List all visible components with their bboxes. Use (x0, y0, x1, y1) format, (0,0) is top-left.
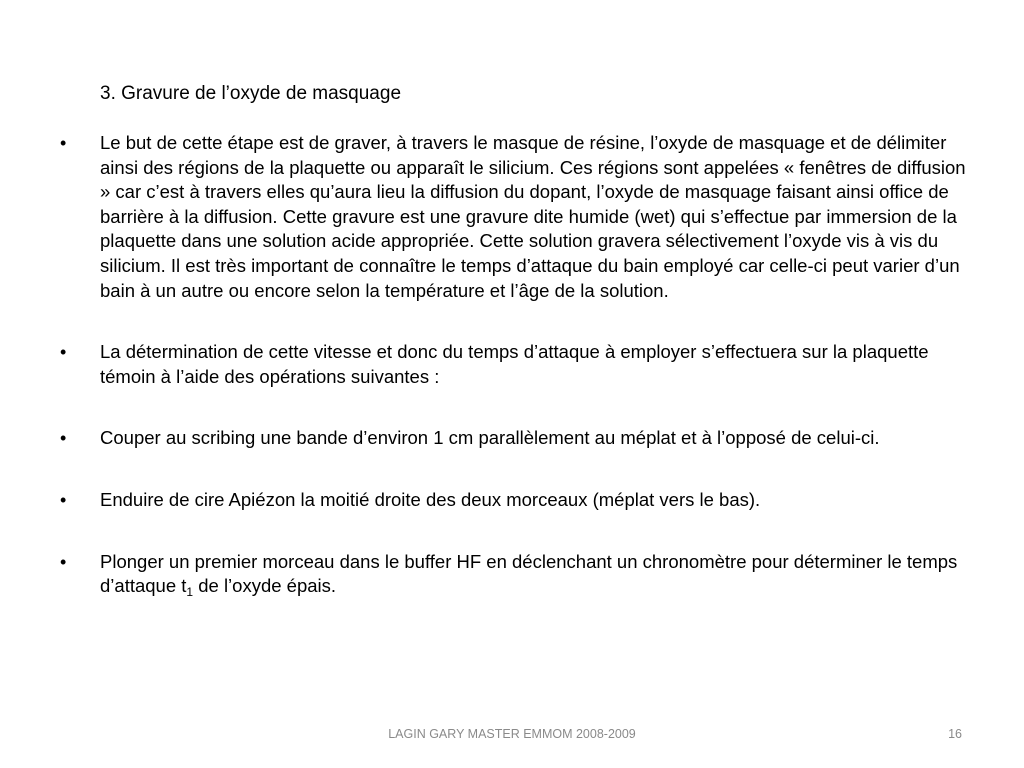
bullet-dot-icon: • (60, 551, 67, 572)
bullet-text: Le but de cette étape est de graver, à travers le masque de résine, l’oxyde de masquage et de délimiter ainsi des régions de la plaquette ou apparaît le silicium. Ces régions sont appelées « fenêtres de diffusion » car c’est à travers elles qu’aura lieu la diffusion du dopant, l’oxyde de masquage faisant ainsi office de barrière à la diffusion. Cette gravure est une gravure dite humide (wet) qui s’effectue par immersion de la plaquette dans une solution acide appropriée. Cette solution gravera sélectivement l’oxyde vis à vis du silicium. Il est très important de connaître le temps d’attaque du bain employé car celle-ci peut varier d’un bain à un autre ou encore selon la température et l’âge de la solution. (100, 132, 966, 301)
page-number: 16 (948, 727, 962, 741)
slide-heading: 3. Gravure de l’oxyde de masquage (100, 83, 402, 104)
bullet-text: Enduire de cire Apiézon la moitié droite des deux morceaux (méplat vers le bas). (100, 488, 761, 510)
bullet-text (100, 550, 958, 600)
bullet-dot-icon: • (60, 489, 67, 510)
bullet-text-main: Plonger un premier morceau dans le buffer HF en déclenchant un chronomètre pour déterminer le temps d’attaque t (100, 550, 958, 597)
bullet-item (60, 488, 970, 513)
bullet-dot-icon: • (60, 428, 67, 449)
bullet-item (60, 340, 970, 389)
bullet-item (60, 131, 970, 303)
bullet-text: Couper au scribing une bande d’environ 1 cm parallèlement au méplat et à l’opposé de celui-ci. (100, 427, 880, 449)
bullet-dot-icon: • (60, 342, 67, 363)
subscript-1: 1 (186, 585, 194, 600)
bullet-text: La détermination de cette vitesse et donc du temps d’attaque à employer s’effectuera sur la plaquette témoin à l’aide des opérations suivantes : (100, 341, 929, 387)
bullet-dot-icon: • (60, 133, 67, 153)
bullet-text-end: de l’oxyde épais. (193, 575, 337, 597)
bullet-list (60, 131, 970, 599)
bullet-item (60, 426, 970, 451)
bullet-item (60, 550, 970, 599)
slide-footer: LAGIN GARY MASTER EMMOM 2008-2009 (388, 727, 636, 741)
